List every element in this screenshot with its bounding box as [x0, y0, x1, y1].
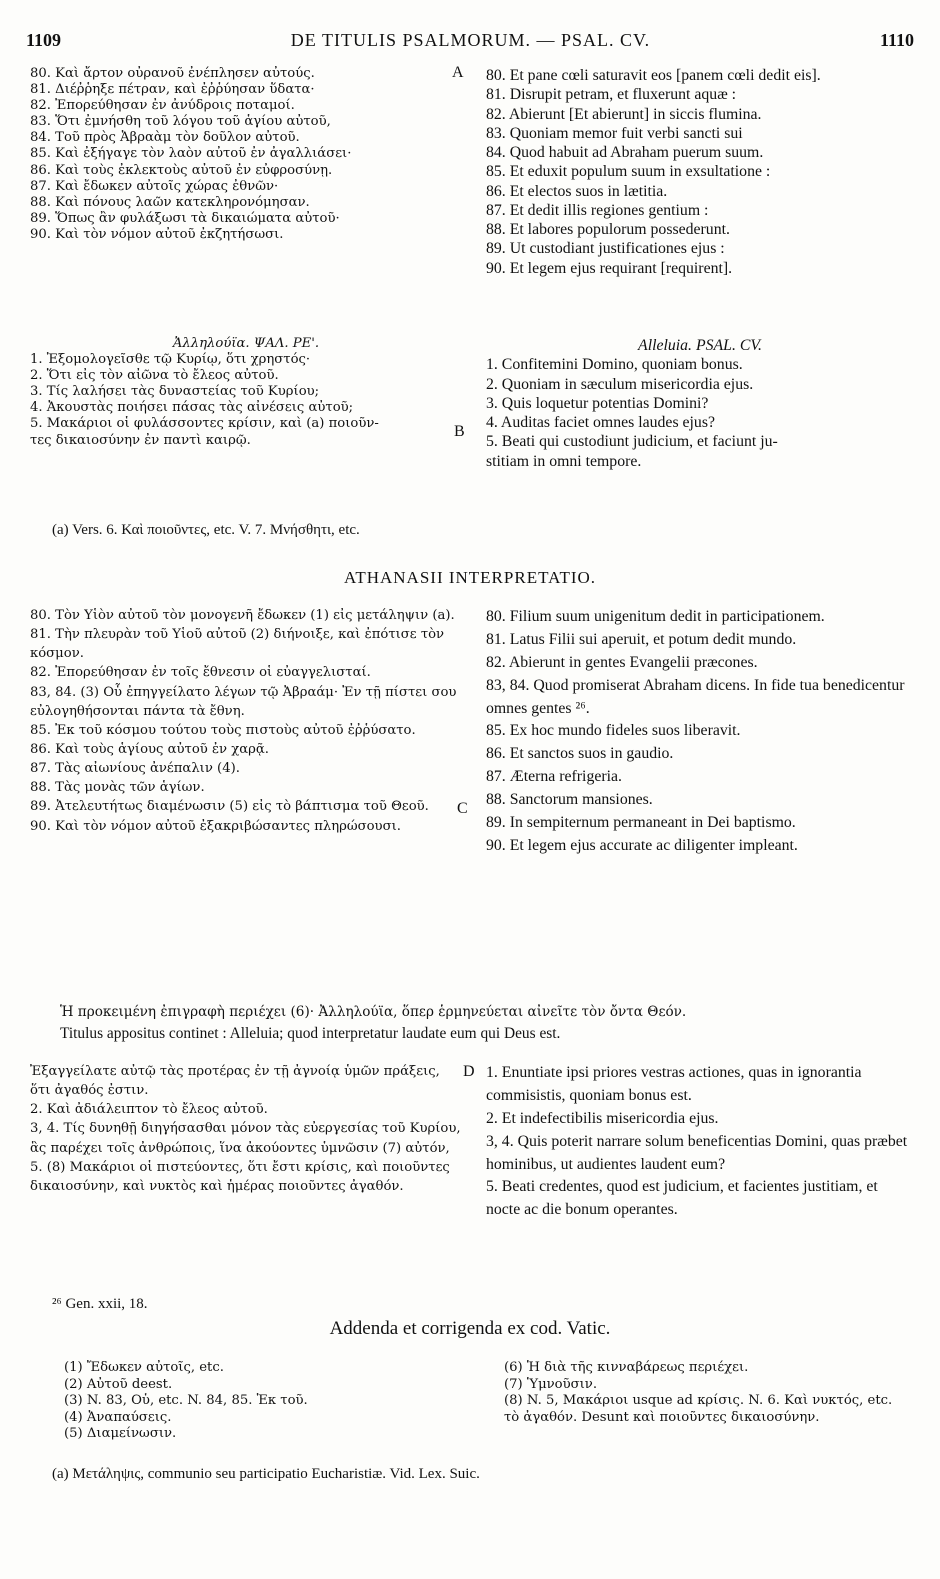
greek-paragraph: 85. Ἐκ τοῦ κόσμου τούτου τοὺς πιστοὺς αὐτοῦ ἐῤῥύσατο.	[30, 722, 416, 738]
latin-paragraph: 2. Et indefectibilis misericordia ejus.	[486, 1109, 719, 1127]
inscription-greek: Ἡ προκειμένη ἐπιγραφὴ περιέχει (6)· Ἀλληλούϊα, ὅπερ ἑρμηνεύεται αἰνεῖτε τὸν ὄντα Θεόν.	[60, 1004, 687, 1020]
latin-paragraph: 88. Sanctorum mansiones.	[486, 791, 653, 809]
latin-paragraph: 85. Ex hoc mundo fideles suos liberavit.	[486, 722, 741, 740]
greek-paragraph: 89. Ἀτελευτήτως διαμένωσιν (5) εἰς τὸ βάπτισμα τοῦ Θεοῦ.	[30, 799, 429, 815]
latin-verse: 85. Et eduxit populum suum in exsultatione :	[486, 163, 771, 181]
latin-verse: 86. Et electos suos in lætitia.	[486, 182, 668, 200]
inscription-latin: Titulus appositus continet : Alleluia; quod interpretatur laudate eum qui Deus est.	[60, 1024, 561, 1042]
greek-verse: 5. Μακάριοι οἱ φυλάσσοντες κρίσιν, καὶ (a) ποιοῦν-	[30, 416, 379, 432]
greek-paragraph: 81. Τὴν πλευρὰν τοῦ Υἱοῦ αὐτοῦ (2) διήνοιξε, καὶ ἐπότισε τὸν κόσμον.	[30, 627, 445, 662]
greek-paragraph: 2. Καὶ ἀδιάλειπτον τὸ ἔλεος αὐτοῦ.	[30, 1102, 268, 1118]
addenda-title: Addenda et corrigenda ex cod. Vatic.	[329, 1318, 611, 1339]
latin-paragraph: 1. Enuntiate ipsi priores vestras actiones, quas in ignorantia commisistis, quoniam bonus est.	[486, 1064, 862, 1104]
greek-column	[30, 336, 472, 471]
greek-paragraph: Ἐξαγγείλατε αὐτῷ τὰς προτέρας ἐν τῇ ἀγνοίᾳ ὑμῶν πράξεις, ὅτι ἀγαθός ἐστιν.	[30, 1064, 440, 1099]
addenda-list	[64, 1360, 904, 1443]
latin-paragraph: 81. Latus Filii sui aperuit, et potum dedit mundo.	[486, 630, 797, 648]
latin-verse: 83. Quoniam memor fuit verbi sancti sui	[486, 124, 743, 142]
addenda-item: (5) Διαμείνωσιν.	[64, 1426, 177, 1441]
latin-paragraph: 90. Et legem ejus accurate ac diligenter impleant.	[486, 836, 798, 854]
greek-psalm-heading: Ἀλληλούϊα. ΨΑΛ. ΡΕ'.	[172, 336, 320, 351]
greek-verse: 90. Καὶ τὸν νόμον αὐτοῦ ἐκζητήσωσι.	[30, 226, 284, 242]
addenda-item: (3) N. 83, Οὗ, etc. N. 84, 85. Ἐκ τοῦ.	[64, 1393, 308, 1408]
addenda-left	[64, 1360, 504, 1443]
greek-verse: 83. Ὅτι ἐμνήσθη τοῦ λόγου τοῦ ἁγίου αὐτοῦ,	[30, 114, 331, 130]
right-page-number: 1110	[879, 30, 914, 50]
scripture-footnote: ²⁶ Gen. xxii, 18.	[52, 1296, 148, 1312]
psalm-cv	[30, 336, 914, 471]
latin-psalm-heading: Alleluia. PSAL. CV.	[638, 337, 762, 354]
addenda-item: (6) Ἡ διὰ τῆς κινναβάρεως περιέχει.	[504, 1360, 749, 1375]
latin-column	[472, 606, 914, 858]
latin-paragraph: 83, 84. Quod promiserat Abraham dicens. In fide tua benedicentur omnes gentes ²⁶.	[486, 676, 905, 717]
page-header	[26, 30, 914, 58]
greek-verse: 86. Καὶ τοὺς ἐκλεκτοὺς αὐτοῦ ἐν εὐφροσύνῃ.	[30, 162, 333, 178]
latin-column	[472, 336, 914, 471]
latin-verse: 84. Quod habuit ad Abraham puerum suum.	[486, 144, 764, 162]
margin-marker-b: B	[454, 423, 465, 440]
greek-verse: 1. Ἐξομολογεῖσθε τῷ Κυρίῳ, ὅτι χρηστός·	[30, 352, 311, 368]
latin-verse: 88. Et labores populorum possederunt.	[486, 221, 730, 239]
verses-80-90	[30, 66, 914, 278]
latin-verse: 89. Ut custodiant justificationes ejus :	[486, 240, 725, 258]
greek-paragraph: 88. Τὰς μονὰς τῶν ἁγίων.	[30, 780, 205, 796]
greek-verse: 4. Ἀκουστὰς ποιήσει πάσας τὰς αἰνέσεις αὐτοῦ;	[30, 400, 354, 416]
latin-paragraph: 5. Beati credentes, quod est judicium, et facientes justitiam, et nocte ac die bonum operantes.	[486, 1178, 878, 1219]
latin-verse: 3. Quis loquetur potentias Domini?	[486, 394, 709, 412]
latin-verse: 81. Disrupit petram, et fluxerunt aquæ :	[486, 86, 737, 104]
margin-marker-a: A	[452, 64, 464, 81]
greek-paragraph: 80. Τὸν Υἱὸν αὐτοῦ τὸν μονογενῆ ἔδωκεν (1) εἰς μετάληψιν (a).	[30, 608, 455, 623]
greek-column	[30, 66, 472, 278]
running-title: DE TITULIS PSALMORUM. — PSAL. CV.	[290, 30, 651, 50]
addenda-item: (1) Ἔδωκεν αὐτοῖς, etc.	[64, 1360, 224, 1375]
left-page-number: 1109	[26, 30, 62, 50]
latin-verse: 1. Confitemini Domino, quoniam bonus.	[486, 356, 743, 374]
greek-verse: τες δικαιοσύνην ἐν παντὶ καιρῷ.	[30, 432, 251, 448]
athanasius-interpretation	[30, 606, 914, 858]
greek-column	[30, 1062, 472, 1222]
greek-verse: 2. Ὅτι εἰς τὸν αἰῶνα τὸ ἔλεος αὐτοῦ.	[30, 368, 279, 384]
latin-column	[472, 1062, 914, 1222]
addenda-item: (4) Ἀναπαύσεις.	[64, 1409, 172, 1425]
latin-verse: 80. Et pane cœli saturavit eos [panem cœli dedit eis].	[486, 67, 821, 84]
greek-paragraph: 82. Ἐπορεύθησαν ἐν τοῖς ἔθνεσιν οἱ εὐαγγελισταί.	[30, 665, 371, 681]
margin-marker-c: C	[457, 800, 468, 817]
greek-verse: 85. Καὶ ἐξήγαγε τὸν λαὸν αὐτοῦ ἐν ἀγαλλιάσει·	[30, 146, 352, 162]
greek-verse: 81. Διέῤῥηξε πέτραν, καὶ ἐῤῥύησαν ὕδατα·	[30, 82, 315, 98]
psalm-footnote: (a) Vers. 6. Καὶ ποιοῦντες, etc. V. 7. Μνήσθητι, etc.	[52, 522, 360, 538]
greek-paragraph: 87. Τὰς αἰωνίους ἀνέπαλιν (4).	[30, 761, 240, 777]
addenda-item: (7) Ὑμνοῦσιν.	[504, 1376, 598, 1392]
latin-verse: 90. Et legem ejus requirant [requirent].	[486, 259, 733, 277]
greek-paragraph: 86. Καὶ τοὺς ἁγίους αὐτοῦ ἐν χαρᾷ.	[30, 741, 270, 757]
greek-verse: 80. Καὶ ἄρτον οὐρανοῦ ἐνέπλησεν αὐτούς.	[30, 66, 315, 81]
latin-verse: 2. Quoniam in sæculum misericordia ejus.	[486, 375, 754, 393]
inscription	[60, 1003, 910, 1045]
addenda-item: (8) N. 5, Μακάριοι usque ad κρίσις. N. 6. Καὶ νυκτός, etc. τὸ ἀγαθόν. Desunt καὶ ποιοῦντες δικαιοσύνην.	[504, 1393, 893, 1425]
greek-verse: 3. Τίς λαλήσει τὰς δυναστείας τοῦ Κυρίου;	[30, 384, 320, 400]
latin-paragraph: 82. Abierunt in gentes Evangelii præcones.	[486, 653, 758, 671]
latin-verse: 82. Abierunt [Et abierunt] in siccis flumina.	[486, 105, 762, 123]
greek-paragraph: 90. Καὶ τὸν νόμον αὐτοῦ ἐξακριβώσαντες πληρώσουσι.	[30, 818, 401, 834]
greek-verse: 88. Καὶ πόνους λαῶν κατεκληρονόμησαν.	[30, 194, 310, 210]
latin-verse: 87. Et dedit illis regiones gentium :	[486, 201, 709, 219]
eucharist-footnote: (a) Μετάληψις, communio seu participatio Eucharistiæ. Vid. Lex. Suic.	[52, 1466, 480, 1482]
greek-verse: 87. Καὶ ἔδωκεν αὐτοῖς χώρας ἐθνῶν·	[30, 178, 279, 194]
greek-verse: 84. Τοῦ πρὸς Ἀβραὰμ τὸν δοῦλον αὐτοῦ.	[30, 130, 300, 146]
latin-paragraph: 86. Et sanctos suos in gaudio.	[486, 745, 674, 763]
interpretation-title: ATHANASII INTERPRETATIO.	[343, 568, 597, 587]
latin-paragraph: 89. In sempiternum permaneant in Dei baptismo.	[486, 814, 796, 832]
latin-verse: 5. Beati qui custodiunt judicium, et faciunt ju-	[486, 433, 778, 451]
greek-verse: 82. Ἐπορεύθησαν ἐν ἀνύδροις ποταμοί.	[30, 98, 295, 114]
latin-verse: 4. Auditas faciet omnes laudes ejus?	[486, 414, 715, 432]
greek-verse: 89. Ὅπως ἂν φυλάξωσι τὰ δικαιώματα αὐτοῦ·	[30, 210, 340, 226]
greek-paragraph: 83, 84. (3) Οὗ ἐπηγγείλατο λέγων τῷ Ἀβραάμ· Ἐν τῇ πίστει σου εὐλογηθήσονται πάντα τὰ ἔθνη.	[30, 684, 457, 719]
margin-marker-d: D	[463, 1063, 475, 1080]
greek-paragraph: 3, 4. Τίς δυνηθῇ διηγήσασθαι μόνον τὰς εὐεργεσίας τοῦ Κυρίου, ἃς παρέχει τοῖς ἀνθρώποις, ἵνα ἀκούοντες ὑμνῶσιν (7) αὐτόν,	[30, 1121, 461, 1156]
latin-paragraph: 80. Filium suum unigenitum dedit in participationem.	[486, 608, 825, 625]
addenda-right	[504, 1360, 904, 1443]
latin-paragraph: 87. Æterna refrigeria.	[486, 768, 622, 786]
latin-verse: stitiam in omni tempore.	[486, 452, 642, 470]
latin-column	[472, 66, 914, 278]
greek-paragraph: 5. (8) Μακάριοι οἱ πιστεύοντες, ὅτι ἔστι κρίσις, καὶ ποιοῦντες δικαιοσύνην, καὶ νυκτὸς καὶ ἡμέρας ποιοῦντες ἀγαθόν.	[30, 1159, 450, 1194]
latin-paragraph: 3, 4. Quis poterit narrare solum beneficentias Domini, quas præbet hominibus, ut audientes laudent eum?	[486, 1132, 908, 1173]
greek-column	[30, 606, 472, 858]
addenda-item: (2) Αὐτοῦ deest.	[64, 1376, 173, 1392]
commentary	[30, 1062, 914, 1222]
